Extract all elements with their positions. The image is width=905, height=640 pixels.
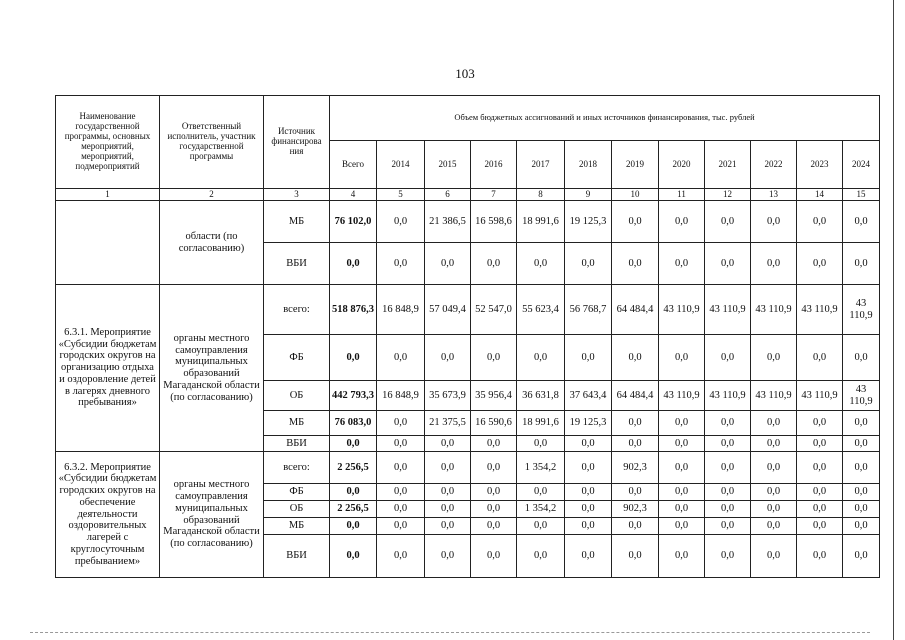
- column-number: 6: [425, 189, 471, 201]
- budget-value: 0,0: [517, 484, 565, 501]
- year-header: 2023: [797, 141, 843, 189]
- budget-value: 43 110,9: [797, 381, 843, 411]
- budget-value: 0,0: [659, 411, 705, 436]
- budget-value: 43 110,9: [797, 285, 843, 335]
- budget-value: 76 102,0: [330, 201, 377, 243]
- column-number: 7: [471, 189, 517, 201]
- budget-value: 0,0: [751, 484, 797, 501]
- budget-value: 0,0: [612, 436, 659, 452]
- column-number: 2: [160, 189, 264, 201]
- budget-value: 0,0: [843, 452, 880, 484]
- budget-value: 0,0: [471, 501, 517, 518]
- budget-value: 1 354,2: [517, 452, 565, 484]
- funding-source: ОБ: [264, 381, 330, 411]
- column-number: 9: [565, 189, 612, 201]
- column-number: 14: [797, 189, 843, 201]
- budget-value: 0,0: [565, 335, 612, 381]
- budget-value: 0,0: [797, 452, 843, 484]
- funding-source: ФБ: [264, 335, 330, 381]
- budget-value: 0,0: [377, 518, 425, 535]
- year-header: 2021: [705, 141, 751, 189]
- year-header: Всего: [330, 141, 377, 189]
- table-row: [56, 201, 880, 243]
- budget-value: 16 848,9: [377, 381, 425, 411]
- column-number: 8: [517, 189, 565, 201]
- budget-value: 35 956,4: [471, 381, 517, 411]
- budget-value: 0,0: [612, 335, 659, 381]
- budget-value: 0,0: [612, 411, 659, 436]
- budget-value: 518 876,3: [330, 285, 377, 335]
- budget-value: 37 643,4: [565, 381, 612, 411]
- budget-value: 0,0: [471, 436, 517, 452]
- budget-value: 902,3: [612, 452, 659, 484]
- budget-value: 0,0: [797, 436, 843, 452]
- budget-value: 0,0: [659, 535, 705, 578]
- budget-value: 1 354,2: [517, 501, 565, 518]
- activity-name: 6.3.2. Мероприятие «Субсидии бюджетам городских округов на обеспечение деятельности оздоровительных лагерей с круглосуточным пребыванием»: [56, 452, 160, 578]
- budget-value: 0,0: [565, 535, 612, 578]
- budget-value: 0,0: [751, 535, 797, 578]
- budget-value: 0,0: [425, 452, 471, 484]
- budget-value: 0,0: [843, 535, 880, 578]
- budget-value: 0,0: [471, 518, 517, 535]
- budget-value: 0,0: [797, 201, 843, 243]
- activity-name: [56, 201, 160, 285]
- budget-value: 0,0: [565, 501, 612, 518]
- budget-value: 0,0: [377, 411, 425, 436]
- budget-value: 19 125,3: [565, 201, 612, 243]
- budget-value: 43 110,9: [751, 381, 797, 411]
- budget-value: 0,0: [377, 243, 425, 285]
- budget-value: 0,0: [330, 436, 377, 452]
- budget-value: 0,0: [659, 436, 705, 452]
- budget-value: 0,0: [377, 535, 425, 578]
- header-executor: Ответственный исполнитель, участник государственной программы: [160, 96, 264, 189]
- column-number: 15: [843, 189, 880, 201]
- budget-value: 0,0: [843, 335, 880, 381]
- budget-value: 35 673,9: [425, 381, 471, 411]
- funding-source: ФБ: [264, 484, 330, 501]
- budget-value: 43 110,9: [843, 285, 880, 335]
- budget-value: 0,0: [471, 484, 517, 501]
- budget-value: 0,0: [471, 243, 517, 285]
- budget-value: 0,0: [612, 243, 659, 285]
- budget-value: 0,0: [797, 501, 843, 518]
- responsible-executor: органы местного самоуправления муниципальных образований Магаданской области (по согласованию): [160, 452, 264, 578]
- budget-value: 0,0: [377, 501, 425, 518]
- budget-value: 0,0: [843, 518, 880, 535]
- table-row: [56, 452, 880, 484]
- budget-value: 0,0: [659, 201, 705, 243]
- budget-value: 0,0: [659, 518, 705, 535]
- budget-value: 0,0: [425, 436, 471, 452]
- responsible-executor: органы местного самоуправления муниципальных образований Магаданской области (по согласованию): [160, 285, 264, 452]
- budget-value: 0,0: [517, 243, 565, 285]
- budget-value: 0,0: [565, 518, 612, 535]
- budget-value: 0,0: [425, 535, 471, 578]
- budget-value: 0,0: [797, 535, 843, 578]
- budget-value: 0,0: [797, 411, 843, 436]
- budget-value: 0,0: [659, 452, 705, 484]
- column-number: 3: [264, 189, 330, 201]
- budget-value: 0,0: [705, 535, 751, 578]
- budget-value: 0,0: [705, 452, 751, 484]
- budget-value: 0,0: [565, 436, 612, 452]
- page-number: 103: [455, 66, 475, 81]
- budget-value: 902,3: [612, 501, 659, 518]
- column-number: 13: [751, 189, 797, 201]
- budget-value: 55 623,4: [517, 285, 565, 335]
- budget-value: 0,0: [843, 436, 880, 452]
- budget-value: 0,0: [471, 452, 517, 484]
- budget-value: 0,0: [751, 411, 797, 436]
- budget-value: 0,0: [659, 335, 705, 381]
- page-edge: [893, 0, 894, 640]
- budget-value: 0,0: [843, 201, 880, 243]
- year-header: 2015: [425, 141, 471, 189]
- budget-value: 0,0: [565, 484, 612, 501]
- budget-value: 0,0: [377, 436, 425, 452]
- budget-value: 0,0: [517, 518, 565, 535]
- budget-value: 0,0: [659, 484, 705, 501]
- header-source: Источник финансирова ния: [264, 96, 330, 189]
- header-row-1: [56, 96, 880, 141]
- budget-value: 43 110,9: [705, 381, 751, 411]
- budget-value: 0,0: [751, 335, 797, 381]
- budget-value: 19 125,3: [565, 411, 612, 436]
- column-number: 12: [705, 189, 751, 201]
- budget-value: 0,0: [659, 501, 705, 518]
- budget-value: 0,0: [705, 436, 751, 452]
- budget-value: 18 991,6: [517, 201, 565, 243]
- budget-value: 52 547,0: [471, 285, 517, 335]
- budget-value: 0,0: [517, 535, 565, 578]
- budget-value: 0,0: [565, 452, 612, 484]
- budget-value: 16 590,6: [471, 411, 517, 436]
- budget-value: 0,0: [612, 484, 659, 501]
- budget-value: 0,0: [705, 411, 751, 436]
- budget-value: 43 110,9: [659, 381, 705, 411]
- budget-value: 0,0: [751, 501, 797, 518]
- budget-value: 0,0: [843, 411, 880, 436]
- year-header: 2018: [565, 141, 612, 189]
- funding-source: ВБИ: [264, 436, 330, 452]
- budget-value: 0,0: [517, 335, 565, 381]
- budget-value: 43 110,9: [659, 285, 705, 335]
- budget-value: 0,0: [843, 484, 880, 501]
- budget-value: 0,0: [425, 484, 471, 501]
- funding-source: ВБИ: [264, 535, 330, 578]
- year-header: 2024: [843, 141, 880, 189]
- budget-value: 0,0: [377, 201, 425, 243]
- budget-value: 0,0: [425, 518, 471, 535]
- year-header: 2020: [659, 141, 705, 189]
- budget-value: 43 110,9: [751, 285, 797, 335]
- header-volume: Объем бюджетных ассигнований и иных источников финансирования, тыс. рублей: [330, 96, 880, 141]
- year-header: 2017: [517, 141, 565, 189]
- budget-value: 0,0: [705, 484, 751, 501]
- funding-source: МБ: [264, 201, 330, 243]
- budget-value: 0,0: [330, 335, 377, 381]
- budget-value: 0,0: [471, 535, 517, 578]
- budget-value: 0,0: [843, 501, 880, 518]
- column-number: 1: [56, 189, 160, 201]
- budget-value: 2 256,5: [330, 501, 377, 518]
- budget-value: 0,0: [377, 484, 425, 501]
- budget-value: 0,0: [425, 243, 471, 285]
- budget-value: 0,0: [330, 243, 377, 285]
- budget-value: 76 083,0: [330, 411, 377, 436]
- budget-value: 0,0: [705, 243, 751, 285]
- budget-value: 0,0: [612, 518, 659, 535]
- budget-value: 0,0: [377, 335, 425, 381]
- budget-value: 0,0: [705, 201, 751, 243]
- budget-value: 0,0: [797, 518, 843, 535]
- budget-value: 0,0: [330, 484, 377, 501]
- column-number: 10: [612, 189, 659, 201]
- budget-value: 0,0: [797, 243, 843, 285]
- header-name: Наименование государственной программы, основных мероприятий, мероприятий, подмероприятий: [56, 96, 160, 189]
- funding-source: МБ: [264, 518, 330, 535]
- responsible-executor: области (по согласованию): [160, 201, 264, 285]
- funding-source: ВБИ: [264, 243, 330, 285]
- year-header: 2014: [377, 141, 425, 189]
- budget-value: 36 631,8: [517, 381, 565, 411]
- budget-value: 56 768,7: [565, 285, 612, 335]
- activity-name: 6.3.1. Мероприятие «Субсидии бюджетам городских округов на организацию отдыха и оздоровление детей в лагерях дневного пребывания»: [56, 285, 160, 452]
- budget-value: 0,0: [471, 335, 517, 381]
- budget-value: 0,0: [705, 501, 751, 518]
- budget-value: 0,0: [377, 452, 425, 484]
- budget-value: 0,0: [659, 243, 705, 285]
- budget-value: 0,0: [797, 335, 843, 381]
- budget-value: 2 256,5: [330, 452, 377, 484]
- budget-value: 0,0: [565, 243, 612, 285]
- budget-value: 16 848,9: [377, 285, 425, 335]
- budget-value: 64 484,4: [612, 381, 659, 411]
- funding-source: всего:: [264, 452, 330, 484]
- column-numbers-row: [56, 189, 880, 201]
- budget-value: 0,0: [705, 335, 751, 381]
- budget-value: 0,0: [751, 436, 797, 452]
- budget-value: 21 375,5: [425, 411, 471, 436]
- budget-value: 21 386,5: [425, 201, 471, 243]
- table-row: [56, 285, 880, 335]
- budget-value: 57 049,4: [425, 285, 471, 335]
- budget-value: 0,0: [797, 484, 843, 501]
- year-header: 2022: [751, 141, 797, 189]
- budget-value: 0,0: [705, 518, 751, 535]
- budget-value: 18 991,6: [517, 411, 565, 436]
- budget-value: 0,0: [751, 243, 797, 285]
- bottom-rule: [30, 632, 870, 633]
- budget-value: 0,0: [425, 501, 471, 518]
- year-header: 2016: [471, 141, 517, 189]
- budget-value: 0,0: [751, 201, 797, 243]
- funding-source: ОБ: [264, 501, 330, 518]
- budget-value: 0,0: [612, 201, 659, 243]
- budget-value: 0,0: [751, 518, 797, 535]
- budget-value: 0,0: [425, 335, 471, 381]
- column-number: 4: [330, 189, 377, 201]
- budget-value: 43 110,9: [705, 285, 751, 335]
- budget-value: 0,0: [843, 243, 880, 285]
- budget-value: 0,0: [517, 436, 565, 452]
- budget-value: 43 110,9: [843, 381, 880, 411]
- column-number: 11: [659, 189, 705, 201]
- budget-value: 0,0: [330, 535, 377, 578]
- budget-value: 64 484,4: [612, 285, 659, 335]
- budget-value: 16 598,6: [471, 201, 517, 243]
- budget-value: 442 793,3: [330, 381, 377, 411]
- budget-value: 0,0: [330, 518, 377, 535]
- funding-source: всего:: [264, 285, 330, 335]
- year-header: 2019: [612, 141, 659, 189]
- budget-value: 0,0: [612, 535, 659, 578]
- budget-value: 0,0: [751, 452, 797, 484]
- column-number: 5: [377, 189, 425, 201]
- funding-source: МБ: [264, 411, 330, 436]
- budget-table: [55, 95, 880, 578]
